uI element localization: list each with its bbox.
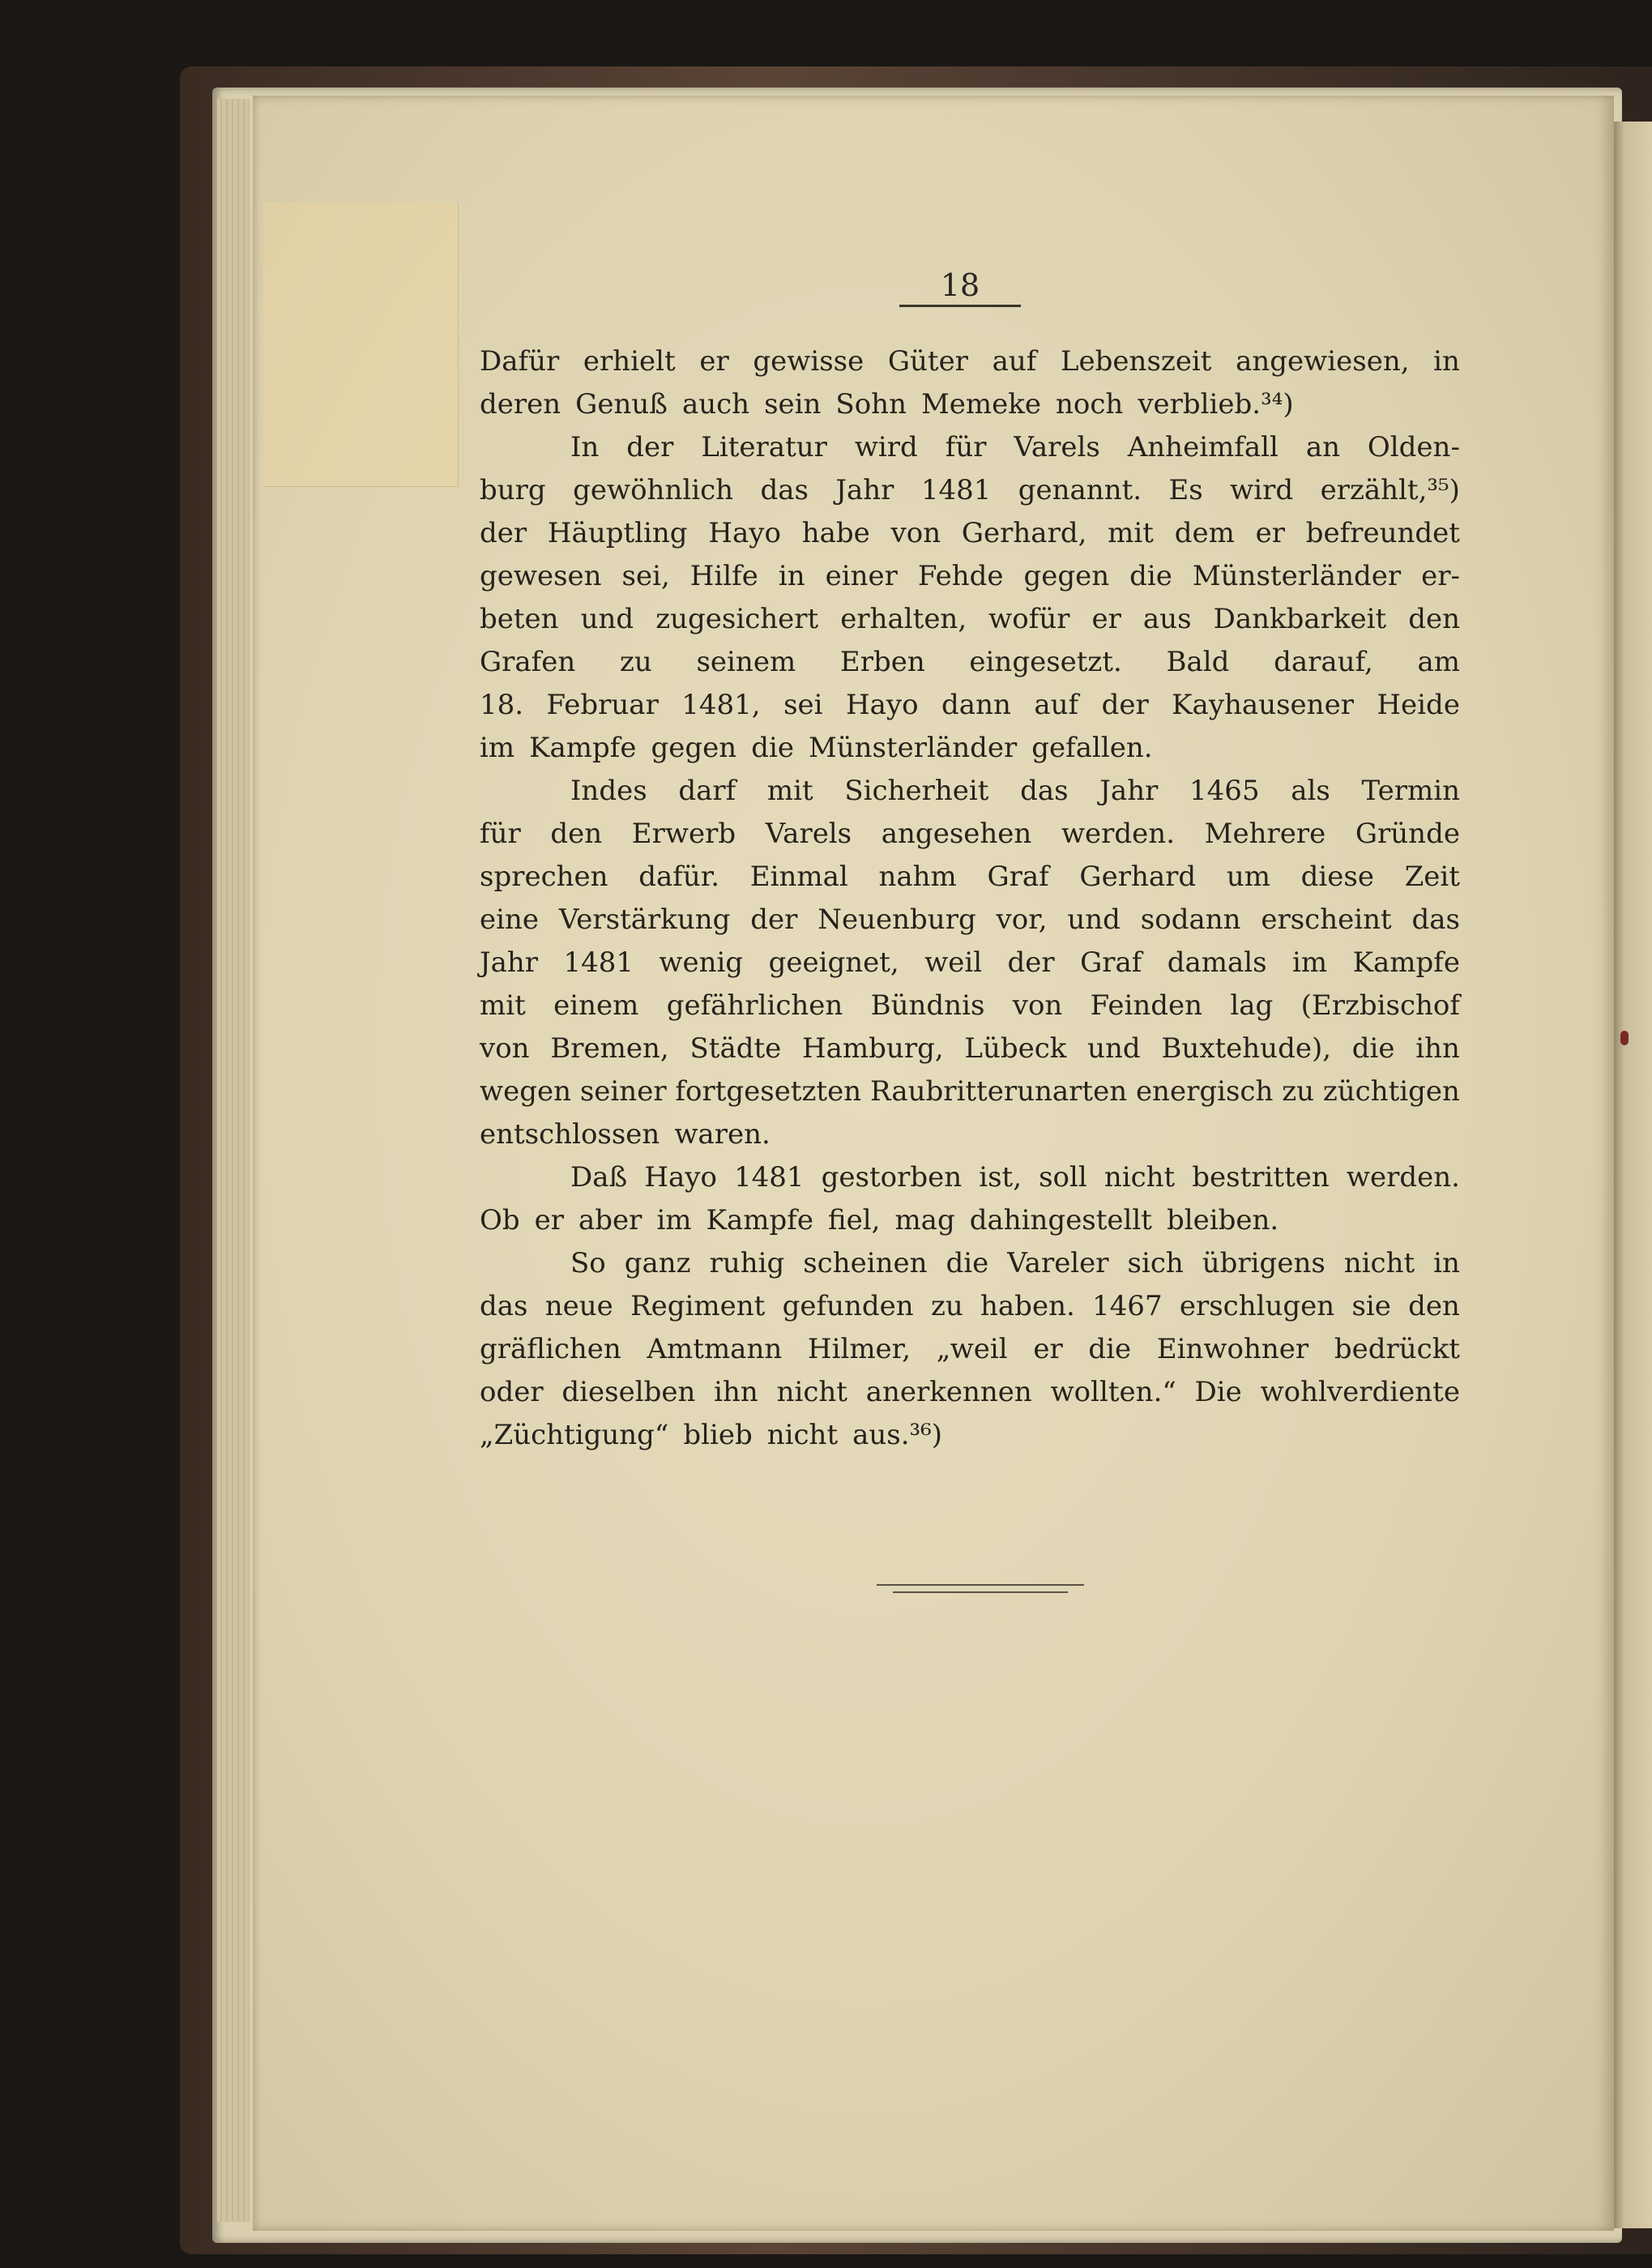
end-rule-bottom: [893, 1591, 1068, 1593]
text-line: 18. Februar 1481, sei Hayo dann auf der Kayhausener Heide: [480, 689, 1460, 721]
text-line: für den Erwerb Varels angesehen werden. Mehrere Gründe: [480, 818, 1460, 850]
text-line: Daß Hayo 1481 gestorben ist, soll nicht bestritten werden.: [570, 1161, 1460, 1194]
facing-page-edge: [1612, 122, 1652, 2228]
page-number-rule: [899, 305, 1021, 307]
text-line: entschlossen waren.: [480, 1118, 771, 1151]
text-line: deren Genuß auch sein Sohn Memeke noch verblieb.³⁴): [480, 388, 1294, 421]
text-line: In der Literatur wird für Varels Anheimfall an Olden-: [570, 431, 1460, 463]
text-line: der Häuptling Hayo habe von Gerhard, mit dem er befreundet: [480, 517, 1460, 549]
repair-tape: [263, 203, 459, 487]
text-line: von Bremen, Städte Hamburg, Lübeck und Buxtehude), die ihn: [480, 1032, 1460, 1065]
text-line: So ganz ruhig scheinen die Vareler sich übrigens nicht in: [570, 1247, 1460, 1279]
text-line: mit einem gefährlichen Bündnis von Feinden lag (Erzbischof: [480, 989, 1460, 1022]
text-line: Indes darf mit Sicherheit das Jahr 1465 als Termin: [570, 775, 1460, 807]
text-line: Jahr 1481 wenig geeignet, weil der Graf damals im Kampfe: [480, 946, 1460, 979]
text-line: eine Verstärkung der Neuenburg vor, und sodann erscheint das: [480, 903, 1460, 936]
text-line: gräflichen Amtmann Hilmer, „weil er die Einwohner bedrückt: [480, 1333, 1460, 1365]
text-line: sprechen dafür. Einmal nahm Graf Gerhard um diese Zeit: [480, 861, 1460, 893]
page-number: 18: [940, 267, 980, 303]
end-rule-top: [877, 1584, 1084, 1586]
text-line: burg gewöhnlich das Jahr 1481 genannt. Es wird erzählt,³⁵): [480, 474, 1460, 506]
body-text: [480, 340, 1460, 1457]
text-line: Dafür erhielt er gewisse Güter auf Lebenszeit angewiesen, in: [480, 345, 1460, 378]
text-line: Ob er aber im Kampfe fiel, mag dahingestellt bleiben.: [480, 1204, 1279, 1237]
text-line: Grafen zu seinem Erben eingesetzt. Bald darauf, am: [480, 646, 1460, 678]
binding-cord: [1620, 1031, 1629, 1045]
text-line: „Züchtigung“ blieb nicht aus.³⁶): [480, 1419, 943, 1451]
text-line: wegen seiner fortgesetzten Raubritterunarten energisch zu züchtigen: [480, 1075, 1460, 1108]
text-line: oder dieselben ihn nicht anerkennen wollten.“ Die wohlverdiente: [480, 1376, 1460, 1408]
text-line: das neue Regiment gefunden zu haben. 1467 erschlugen sie den: [480, 1290, 1460, 1322]
text-line: im Kampfe gegen die Münsterländer gefallen.: [480, 732, 1153, 764]
page-edges: [217, 99, 250, 2222]
text-line: gewesen sei, Hilfe in einer Fehde gegen die Münsterländer er-: [480, 560, 1460, 592]
text-line: beten und zugesichert erhalten, wofür er aus Dankbarkeit den: [480, 603, 1460, 635]
